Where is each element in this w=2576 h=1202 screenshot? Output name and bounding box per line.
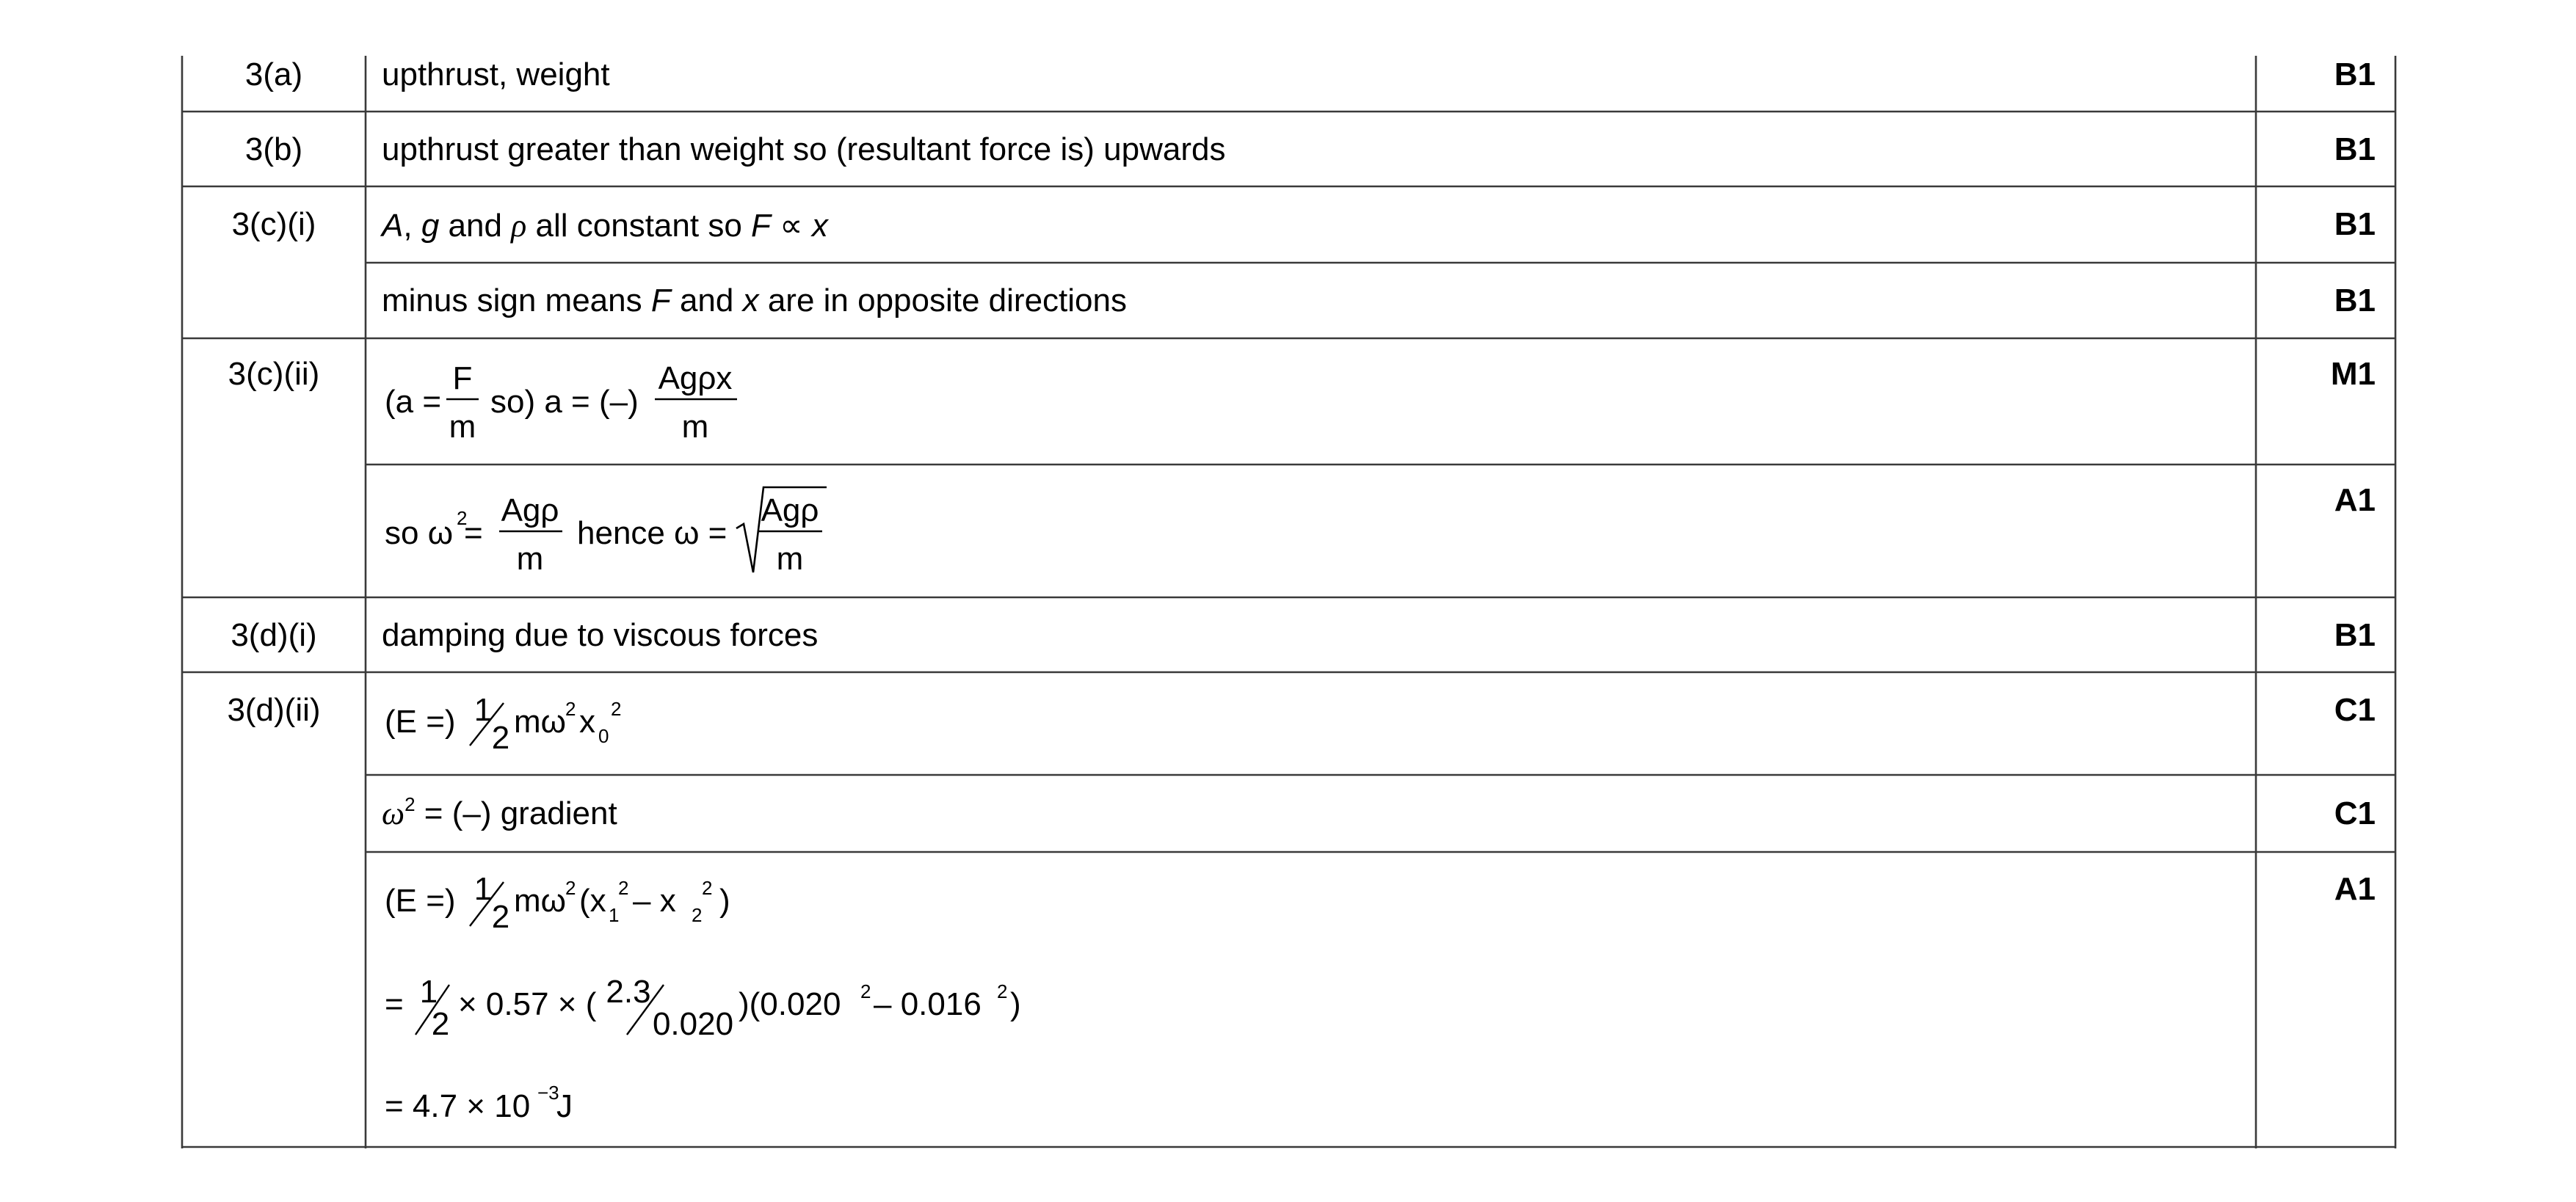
svg-text:m: m xyxy=(681,409,709,445)
mark-label: A1 xyxy=(2334,871,2376,907)
answer-equation xyxy=(385,1082,573,1124)
mark-label: B1 xyxy=(2334,206,2376,242)
svg-text:1: 1 xyxy=(419,974,438,1010)
mark-label: B1 xyxy=(2334,283,2376,318)
svg-text:2: 2 xyxy=(997,980,1008,1002)
svg-text:2: 2 xyxy=(491,720,510,756)
svg-text:1: 1 xyxy=(474,871,493,907)
svg-text:1: 1 xyxy=(609,904,620,926)
answer-text: A, g and ρ all constant so F ∝ x xyxy=(382,208,828,244)
answer-text: minus sign means F and x are in opposite directions xyxy=(382,283,1127,318)
question-number: 3(c)(i) xyxy=(231,206,316,242)
table-row xyxy=(382,283,2376,318)
svg-text:2: 2 xyxy=(618,877,629,899)
svg-text:−3: −3 xyxy=(537,1082,559,1104)
answer-equation xyxy=(385,360,737,445)
svg-text:2: 2 xyxy=(702,877,713,899)
table-row xyxy=(228,356,2376,445)
table-row xyxy=(227,692,2376,756)
mark-label: C1 xyxy=(2334,795,2376,831)
mark-label: C1 xyxy=(2334,692,2376,728)
answer-text: damping due to viscous forces xyxy=(382,617,819,653)
question-number: 3(c)(ii) xyxy=(228,356,320,392)
answer-equation xyxy=(385,692,621,756)
answer-equation xyxy=(385,487,827,577)
answer-text: $\omega^2$ = (–) gradient xyxy=(382,793,617,831)
svg-text:mω: mω xyxy=(514,704,567,740)
svg-text:): ) xyxy=(1010,986,1021,1022)
question-number: 3(d)(ii) xyxy=(227,692,321,728)
svg-text:m: m xyxy=(516,541,544,577)
svg-text:2.3: 2.3 xyxy=(606,974,651,1010)
svg-text:x: x xyxy=(579,704,595,740)
svg-text:=: = xyxy=(385,986,404,1022)
svg-text:)(0.020: )(0.020 xyxy=(739,986,841,1022)
svg-text:Agρ: Agρ xyxy=(761,492,819,528)
svg-text:2: 2 xyxy=(457,507,468,529)
mark-label: B1 xyxy=(2334,617,2376,653)
svg-text:0.020: 0.020 xyxy=(652,1006,734,1042)
svg-text:(a =: (a = xyxy=(385,384,442,420)
question-number: 3(a) xyxy=(244,57,303,92)
table-row xyxy=(245,57,2376,92)
svg-text:): ) xyxy=(719,883,730,919)
answer-equation xyxy=(385,871,730,935)
svg-text:0: 0 xyxy=(598,725,609,747)
svg-text:(x: (x xyxy=(579,883,606,919)
mark-label: M1 xyxy=(2330,356,2376,392)
table-row xyxy=(382,793,2376,831)
svg-text:mω: mω xyxy=(514,883,567,919)
question-number: 3(d)(i) xyxy=(231,617,317,653)
table-row xyxy=(231,617,2376,653)
mark-label: B1 xyxy=(2334,131,2376,167)
svg-text:(E =): (E =) xyxy=(385,883,456,919)
svg-text:(E =): (E =) xyxy=(385,704,456,740)
svg-text:m: m xyxy=(449,409,476,445)
svg-text:× 0.57 × (: × 0.57 × ( xyxy=(458,986,597,1022)
svg-text:J: J xyxy=(556,1088,573,1124)
svg-text:2: 2 xyxy=(611,698,622,720)
svg-text:2: 2 xyxy=(431,1006,450,1042)
question-number: 3(b) xyxy=(244,131,303,167)
mark-label: A1 xyxy=(2334,482,2376,518)
svg-text:– x: – x xyxy=(633,883,676,919)
table-row xyxy=(385,871,2376,1124)
svg-text:F: F xyxy=(452,360,473,396)
mark-label: B1 xyxy=(2334,57,2376,92)
answer-text: upthrust, weight xyxy=(382,57,610,92)
svg-text:so ω: so ω xyxy=(385,515,454,551)
svg-text:m: m xyxy=(776,541,804,577)
svg-text:2: 2 xyxy=(565,698,576,720)
table-row xyxy=(245,131,2376,167)
svg-text:Agρ: Agρ xyxy=(501,492,559,528)
svg-text:2: 2 xyxy=(692,904,703,926)
svg-text:= 4.7 × 10: = 4.7 × 10 xyxy=(385,1088,531,1124)
svg-text:1: 1 xyxy=(474,692,493,728)
svg-text:2: 2 xyxy=(565,877,576,899)
svg-text:hence ω =: hence ω = xyxy=(577,515,728,551)
table-row xyxy=(385,482,2376,577)
svg-text:Agρx: Agρx xyxy=(658,360,733,396)
svg-text:2: 2 xyxy=(491,899,510,935)
svg-text:2: 2 xyxy=(860,980,871,1002)
svg-text:– 0.016: – 0.016 xyxy=(874,986,982,1022)
answer-text: upthrust greater than weight so (resultant force is) upwards xyxy=(382,131,1226,167)
svg-text:=: = xyxy=(464,515,483,551)
table-row xyxy=(232,206,2376,244)
answer-equation xyxy=(385,974,1021,1042)
svg-text:so) a = (–): so) a = (–) xyxy=(490,384,639,420)
